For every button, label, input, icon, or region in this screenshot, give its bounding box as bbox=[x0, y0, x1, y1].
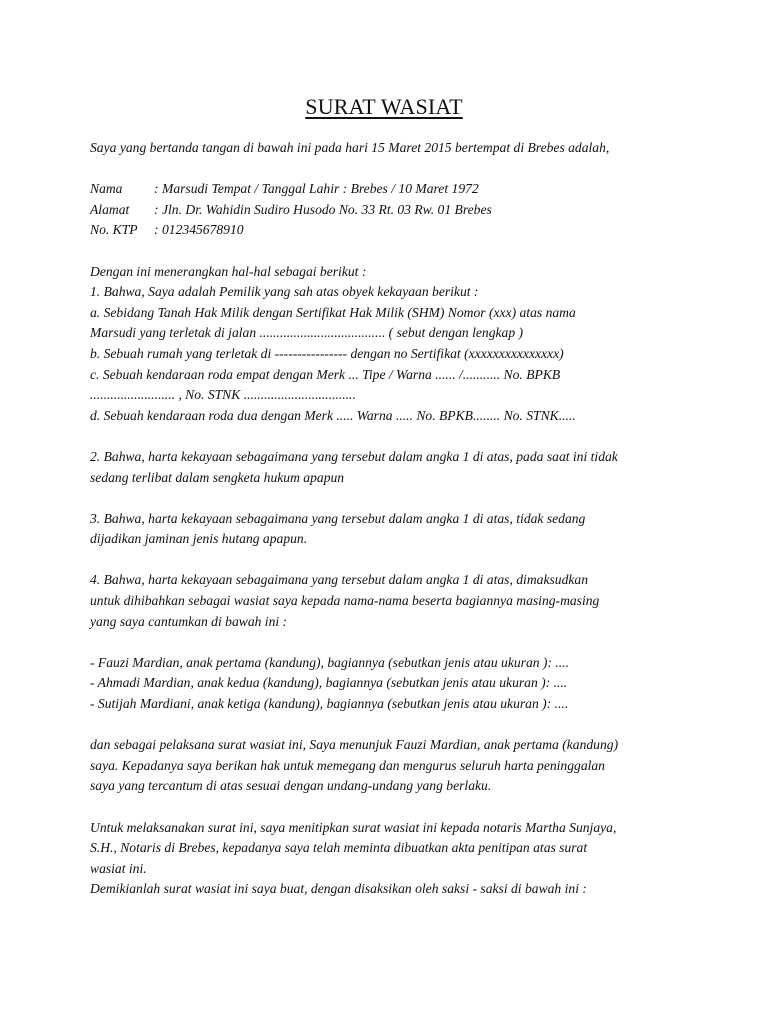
document-title: SURAT WASIAT bbox=[305, 94, 463, 119]
point-4-line: yang saya cantumkan di bawah ini : bbox=[90, 613, 288, 629]
notary-paragraph bbox=[90, 818, 690, 900]
identity-colon: : bbox=[154, 222, 159, 238]
identity-value: 012345678910 bbox=[162, 222, 244, 238]
point-2-line: 2. Bahwa, harta kekayaan sebagaimana yang tersebut dalam angka 1 di atas, pada saat ini tidak bbox=[90, 448, 618, 464]
point-1-line: d. Sebuah kendaraan roda dua dengan Merk ..... Warna ..... No. BPKB........ No. STNK..... bbox=[90, 407, 576, 423]
identity-label: No. KTP bbox=[90, 222, 138, 238]
executor-line: saya. Kepadanya saya berikan hak untuk memegang dan mengurus seluruh harta peninggalan bbox=[90, 757, 605, 773]
identity-row-name bbox=[90, 179, 690, 200]
identity-label: Alamat bbox=[90, 201, 130, 217]
intro-line: Saya yang bertanda tangan di bawah ini pada hari 15 Maret 2015 bertempat di Brebes adalah, bbox=[90, 140, 610, 155]
point-2-block bbox=[90, 447, 690, 488]
point-3-block bbox=[90, 509, 690, 550]
heirs-list bbox=[90, 653, 690, 715]
identity-colon: : bbox=[154, 201, 159, 217]
heir-item: - Ahmadi Mardian, anak kedua (kandung), bagiannya (sebutkan jenis atau ukuran ): .... bbox=[90, 675, 568, 691]
point-1-line: a. Sebidang Tanah Hak Milik dengan Sertifikat Hak Milik (SHM) Nomor (xxx) atas nama bbox=[90, 304, 576, 320]
point-1-line: ......................... , No. STNK ................................. bbox=[90, 387, 356, 403]
closing-line: Demikianlah surat wasiat ini saya buat, dengan disaksikan oleh saksi - saksi di bawah ini : bbox=[90, 881, 587, 897]
point-1-block bbox=[90, 282, 690, 426]
point-4-line: 4. Bahwa, harta kekayaan sebagaimana yang tersebut dalam angka 1 di atas, dimaksudkan bbox=[90, 572, 588, 588]
point-3-line: dijadikan jaminan jenis hutang apapun. bbox=[90, 531, 308, 547]
point-3-line: 3. Bahwa, harta kekayaan sebagaimana yang tersebut dalam angka 1 di atas, tidak sedang bbox=[90, 510, 586, 526]
identity-value: Jln. Dr. Wahidin Sudiro Husodo No. 33 Rt. 03 Rw. 01 Brebes bbox=[162, 201, 492, 217]
identity-value: Marsudi Tempat / Tanggal Lahir : Brebes / 10 Maret 1972 bbox=[162, 181, 479, 197]
identity-block bbox=[90, 179, 690, 241]
notary-line: S.H., Notaris di Brebes, kepadanya saya telah meminta dibuatkan akta penitipan atas surat bbox=[90, 840, 588, 856]
point-1-line: c. Sebuah kendaraan roda empat dengan Merk ... Tipe / Warna ...... /........... No. BPKB bbox=[90, 366, 561, 382]
heir-item: - Sutijah Mardiani, anak ketiga (kandung), bagiannya (sebutkan jenis atau ukuran ): .... bbox=[90, 696, 569, 712]
notary-line: wasiat ini. bbox=[90, 860, 147, 876]
point-4-block bbox=[90, 570, 690, 632]
heir-item: - Fauzi Mardian, anak pertama (kandung), bagiannya (sebutkan jenis atau ukuran ): .... bbox=[90, 654, 569, 670]
executor-line: dan sebagai pelaksana surat wasiat ini, Saya menunjuk Fauzi Mardian, anak pertama (kandung) bbox=[90, 737, 619, 753]
identity-row-address bbox=[90, 200, 690, 221]
identity-label: Nama bbox=[90, 181, 123, 197]
executor-paragraph bbox=[90, 735, 690, 797]
identity-row-ktp bbox=[90, 220, 690, 241]
statements-intro: Dengan ini menerangkan hal-hal sebagai berikut : bbox=[90, 263, 367, 279]
executor-line: saya yang tercantum di atas sesuai dengan undang-undang yang berlaku. bbox=[90, 778, 492, 794]
notary-line: Untuk melaksanakan surat ini, saya menitipkan surat wasiat ini kepada notaris Martha Sunjaya, bbox=[90, 819, 617, 835]
point-1-line: Marsudi yang terletak di jalan ..................................... ( sebut dengan lengkap ) bbox=[90, 325, 524, 341]
identity-colon: : bbox=[154, 181, 159, 197]
point-1-line: b. Sebuah rumah yang terletak di ---------------- dengan no Sertifikat (xxxxxxxxxxxxxxx) bbox=[90, 345, 564, 361]
point-4-line: untuk dihibahkan sebagai wasiat saya kepada nama-nama beserta bagiannya masing-masing bbox=[90, 593, 600, 609]
document-body bbox=[90, 138, 690, 900]
point-1-line: 1. Bahwa, Saya adalah Pemilik yang sah atas obyek kekayaan berikut : bbox=[90, 284, 479, 300]
point-2-line: sedang terlibat dalam sengketa hukum apapun bbox=[90, 469, 345, 485]
